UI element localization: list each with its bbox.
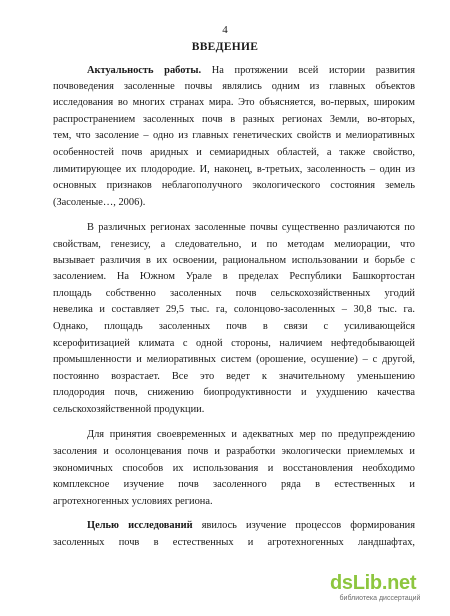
text-line xyxy=(53,353,415,366)
line-text: явилось изучение процессов формирования xyxy=(192,520,415,531)
line-text: распространением засоленных почв в разных регионах Земли, во-вторых, xyxy=(53,114,415,125)
text-line xyxy=(53,478,415,491)
text-line xyxy=(53,80,415,93)
line-text: Однако, площадь засоленных почв в связи с усиливающейся xyxy=(53,321,415,332)
line-text: вызывает различия в их освоении, рациональном использовании и борьбе с xyxy=(53,255,415,266)
text-line xyxy=(53,320,415,333)
text-line xyxy=(53,445,415,458)
line-text: засоленных почв в естественных и агротехногенных ландшафтах, xyxy=(53,537,415,548)
text-line xyxy=(53,96,415,109)
line-text: комплексное изучение почв засоленного ряда в естественных и xyxy=(53,479,415,490)
line-text: (Засоленые…, 2006). xyxy=(53,197,146,208)
text-line xyxy=(53,337,415,350)
line-text: почвоведения засоленные почвы являлись одним из главных объектов xyxy=(53,81,415,92)
text-line xyxy=(53,303,415,316)
watermark-brand: dsLib.net xyxy=(330,572,417,594)
text-line xyxy=(53,196,415,209)
text-line xyxy=(53,254,415,267)
text-line xyxy=(53,386,415,399)
text-line xyxy=(53,270,415,283)
line-text: экономичных способов их использования и восстановления необходимо xyxy=(53,463,415,474)
line-text: площадь собственно засоленных почв сельскохозяйственных угодий xyxy=(53,288,415,299)
line-text: тем, что засоление – одно из главных генетических свойств и мелиоративных xyxy=(53,130,415,141)
text-line xyxy=(53,113,415,126)
line-text: засоления и осолонцевания почв и разработки экологически приемлемых и xyxy=(53,446,415,457)
text-line xyxy=(53,495,415,508)
text-line xyxy=(53,146,415,159)
page-title: ВВЕДЕНИЕ xyxy=(191,41,259,53)
line-text: В различных регионах засоленные почвы существенно различаются по xyxy=(87,222,415,233)
page-number: 4 xyxy=(222,24,228,36)
line-text: исследования во многих странах мира. Это объясняется, во-первых, широким xyxy=(53,97,415,108)
line-text: свойствам, генезису, а следовательно, и по методам мелиорации, что xyxy=(53,239,415,250)
text-line xyxy=(53,287,415,300)
text-line xyxy=(87,519,415,532)
text-line xyxy=(87,428,415,441)
line-text: Для принятия своевременных и адекватных мер по предупреждению xyxy=(87,429,415,440)
line-text: сельскохозяйственной продукции. xyxy=(53,404,205,415)
line-text: промышленности и мелиоративных систем (орошение, осушение) – с другой, xyxy=(53,354,415,365)
text-line xyxy=(53,179,415,192)
text-line xyxy=(87,64,415,77)
line-text: основных признаков неблагополучного экологического состояния земель xyxy=(53,180,415,191)
text-line xyxy=(53,129,415,142)
bold-lead: Актуальность работы. xyxy=(87,65,202,76)
text-line xyxy=(53,403,415,416)
watermark-caption: библиотека диссертаций xyxy=(339,595,421,602)
line-text: постоянно возрастает. Все это ведет к значительному уменьшению xyxy=(53,371,415,382)
line-text: агротехногенных условиях региона. xyxy=(53,496,213,507)
line-text: особенностей почв аридных и семиаридных областей, а также свойство, xyxy=(53,147,415,158)
text-line xyxy=(53,238,415,251)
line-text: ксерофитизацией климата с одной стороны, наличием нефтедобывающей xyxy=(53,338,415,349)
watermark-logo xyxy=(324,572,436,608)
line-text: плодородия почв, снижению биопродуктивности и ухудшению качества xyxy=(53,387,415,398)
line-text: засолением. На Южном Урале в пределах Республики Башкортостан xyxy=(53,271,415,282)
line-text: На протяжении всей истории развития xyxy=(201,65,415,76)
text-line xyxy=(53,370,415,383)
line-text: невелика и составляет 29,5 тыс. га, солонцово-засоленных – 30,8 тыс. га. xyxy=(53,304,415,315)
text-line xyxy=(87,221,415,234)
text-line xyxy=(53,163,415,176)
line-text: лимитирующее их плодородие. И, наконец, в-третьих, засоленность – один из xyxy=(53,164,415,175)
bold-lead: Целью исследований xyxy=(87,520,193,531)
text-line xyxy=(53,536,415,549)
text-line xyxy=(53,462,415,475)
